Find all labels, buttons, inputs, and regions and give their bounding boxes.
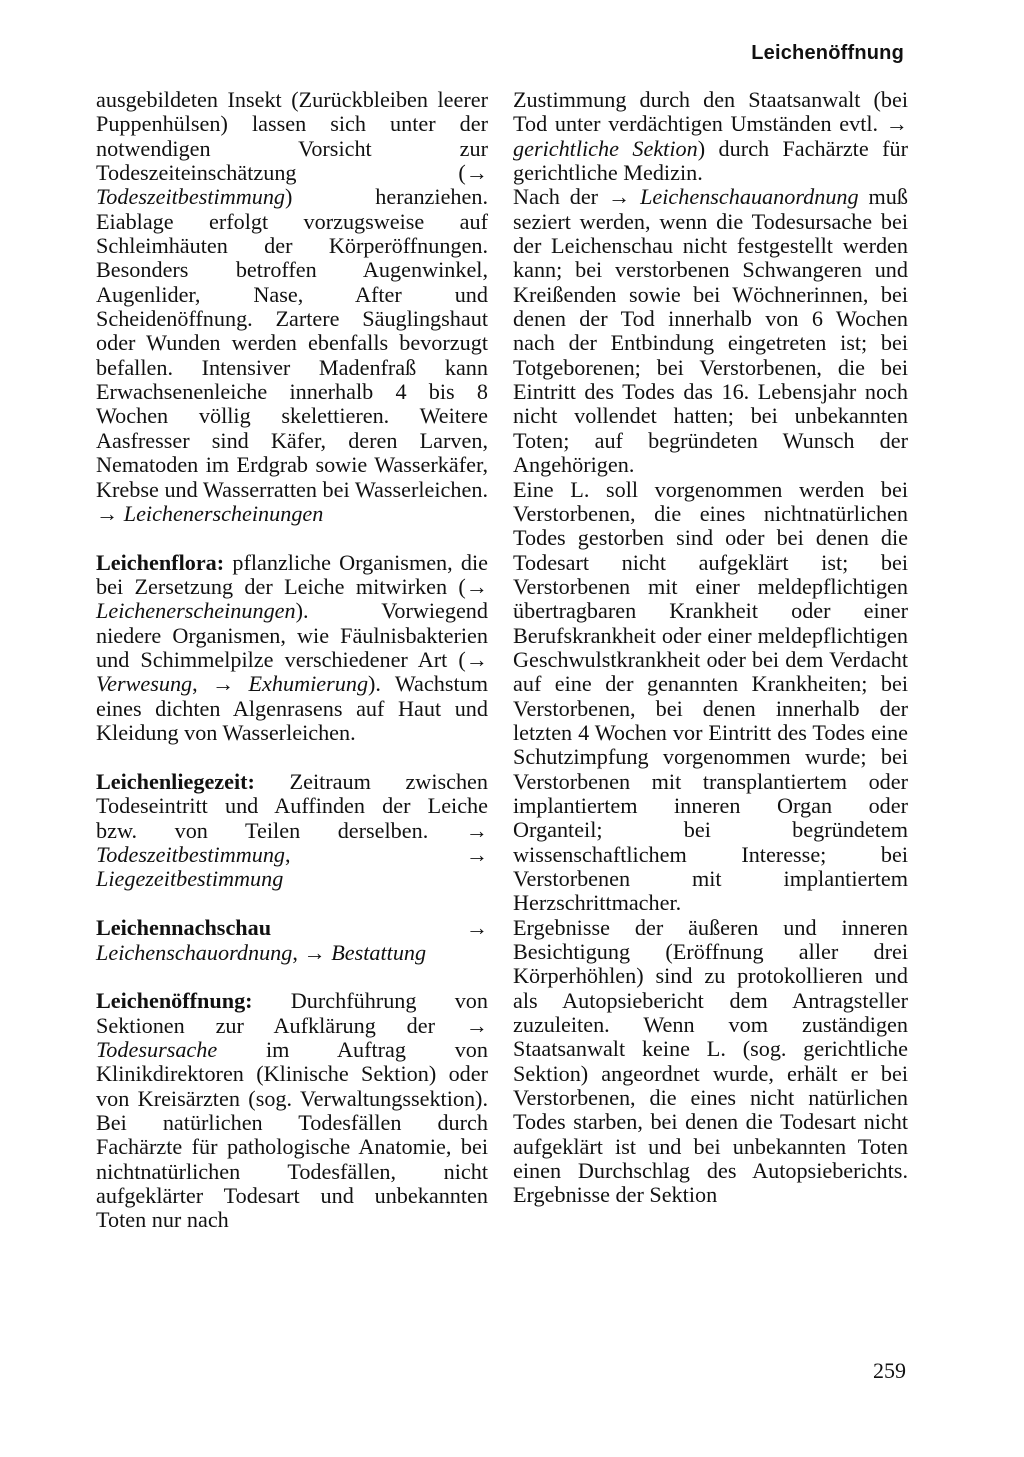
cross-reference: Verwesung	[96, 671, 193, 697]
cross-reference: Todeszeitbestimmung	[96, 184, 286, 210]
entry-text: ) heranziehen. Eiablage erfolgt vorzugsweise auf Schleimhäuten der Körperöffnungen. Besonders betroffen Augenwinkel, Augenlider, Nase, After und Scheidenöffnung. Zartere Säuglingshaut oder Wunden werden ebenfalls bevorzugt befallen. Intensiver Madenfraß kann Erwachsenenleiche innerhalb 4 bis 8 Wochen völlig skelettieren. Weitere Aasfresser sind Käfer, deren Larven, Nematoden im Erdgrab sowie Wasserkäfer, Krebse und Wasserratten bei Wasserleichen. →	[96, 184, 488, 526]
paragraph	[513, 88, 908, 185]
entry-text: ). Wachstum eines dichten Algenrasens auf Haut und Kleidung von Wasserleichen.	[96, 671, 488, 746]
entry-text: , →	[192, 671, 249, 697]
entry-leichennachschau	[96, 916, 488, 965]
paragraph: Eine L. soll vorgenommen werden bei Verstorbenen, die eines nichtnatürlichen Todes gestorben sind oder bei denen die Todesart nicht aufgeklärt ist; bei Verstorbenen mit einer meldepflichtigen übertragbaren Krankheit oder einer Berufskrankheit oder einer meldepflichtigen Geschwulstkrankheit oder bei dem Verdacht auf eine der genannten Krankheiten; bei Verstorbenen, bei denen innerhalb der letzten 4 Wochen vor Eintritt des Todes eine Schutzimpfung vorgenommen wurde; bei Verstorbenen mit transplantiertem oder implantiertem inneren Organ oder Organteil; bei begründetem wissenschaftlichem Interesse; bei Verstorbenen mit implantiertem Herzschrittmacher.	[513, 476, 908, 916]
left-column	[96, 88, 488, 1233]
entry-term: Leichenöffnung:	[96, 988, 253, 1014]
paragraph	[513, 185, 908, 477]
entry-text: , →	[292, 939, 332, 965]
entry-text: im Auftrag von Klinikdirektoren (Klinische Sektion) oder von Kreisärzten (sog. Verwaltungssektion). Bei natürlichen Todesfällen durch Fachärzte für pathologische Anatomie, bei nichtnatürlichen Todesfällen, nicht aufgeklärter Todesart und unbekannten Toten nur nach	[96, 1037, 488, 1233]
cross-reference: gerichtliche Sektion	[513, 135, 698, 161]
paragraph: Ergebnisse der äußeren und inneren Besichtigung (Eröffnung aller drei Körperhöhlen) sind zu protokollieren und als Autopsiebericht dem Antragsteller zuzuleiten. Wenn vom zuständigen Staatsanwalt keine L. (sog. gerichtliche Sektion) angeordnet wurde, erhält er bei Verstorbenen, die eines nicht natürlichen Todes starben, bei denen die Todesart nicht aufgeklärt ist und bei unbekannten Toten einen Durchschlag des Autopsieberichts. Ergebnisse der Sektion	[513, 914, 908, 1208]
cross-reference: Liegezeitbestimmung	[96, 866, 284, 892]
paragraph-text: Nach der →	[513, 184, 641, 210]
entry-leichenoeffnung	[96, 989, 488, 1232]
entry-text: ). Vorwiegend niedere Organismen, wie Fäulnisbakterien und Schimmelpilze verschiedener Art (→	[96, 598, 488, 673]
entry-text: pflanzliche Organismen, die bei Zersetzung der Leiche mitwirken (→	[96, 549, 488, 600]
right-column	[513, 88, 908, 1208]
entry-text: Durchführung von Sektionen zur Aufklärung der →	[96, 988, 488, 1038]
paragraph-text: ) durch Fachärzte für gerichtliche Medizin.	[513, 135, 908, 186]
cross-reference: Leichenschauordnung	[96, 939, 293, 965]
entry-text: →	[271, 915, 488, 941]
entry-term: Leichenliegezeit:	[96, 768, 255, 794]
cross-reference: Bestattung	[331, 939, 427, 965]
page-number: 259	[873, 1358, 906, 1383]
entry-text: Zeitraum zwischen Todeseintritt und Auffinden der Leiche bzw. von Teilen derselben. →	[96, 768, 488, 843]
paragraph-text: Zustimmung durch den Staatsanwalt (bei Tod unter verdächtigen Umständen evtl. →	[513, 87, 908, 137]
entry-leichenflora	[96, 551, 488, 746]
entry-term: Leichennachschau	[96, 915, 272, 941]
paragraph-text: muß seziert werden, wenn die Todesursache bei der Leichenschau nicht festgestellt werden kann; bei verstorbenen Schwangeren und Kreißenden sowie bei Wöchnerinnen, bei denen der Tod innerhalb von 6 Wochen nach der Entbindung eingetreten ist; bei Totgeborenen; bei Verstorbenen, die bei Eintritt des Todes das 16. Lebensjahr noch nicht vollendet hatten; bei unbekannten Toten; auf begründeten Wunsch der Angehörigen.	[513, 184, 908, 478]
entry-term: Leichenflora:	[96, 549, 225, 575]
cross-reference: Leichenerscheinungen	[96, 598, 296, 624]
cross-reference: Leichenschauanordnung	[640, 184, 859, 210]
entry-text: ausgebildeten Insekt (Zurückbleiben leerer Puppenhülsen) lassen sich unter der notwendigen Vorsicht zur Todeszeiteinschätzung (→	[96, 87, 488, 186]
cross-reference: Exhumierung	[248, 671, 369, 697]
cross-reference: Todesursache	[96, 1037, 218, 1063]
entry-text: , →	[285, 841, 488, 867]
entry-continuation	[96, 88, 488, 526]
cross-reference: Todeszeitbestimmung	[96, 841, 286, 867]
cross-reference: Leichenerscheinungen	[123, 500, 324, 526]
entry-leichenliegezeit	[96, 770, 488, 892]
running-head: Leichenöffnung	[751, 42, 904, 64]
